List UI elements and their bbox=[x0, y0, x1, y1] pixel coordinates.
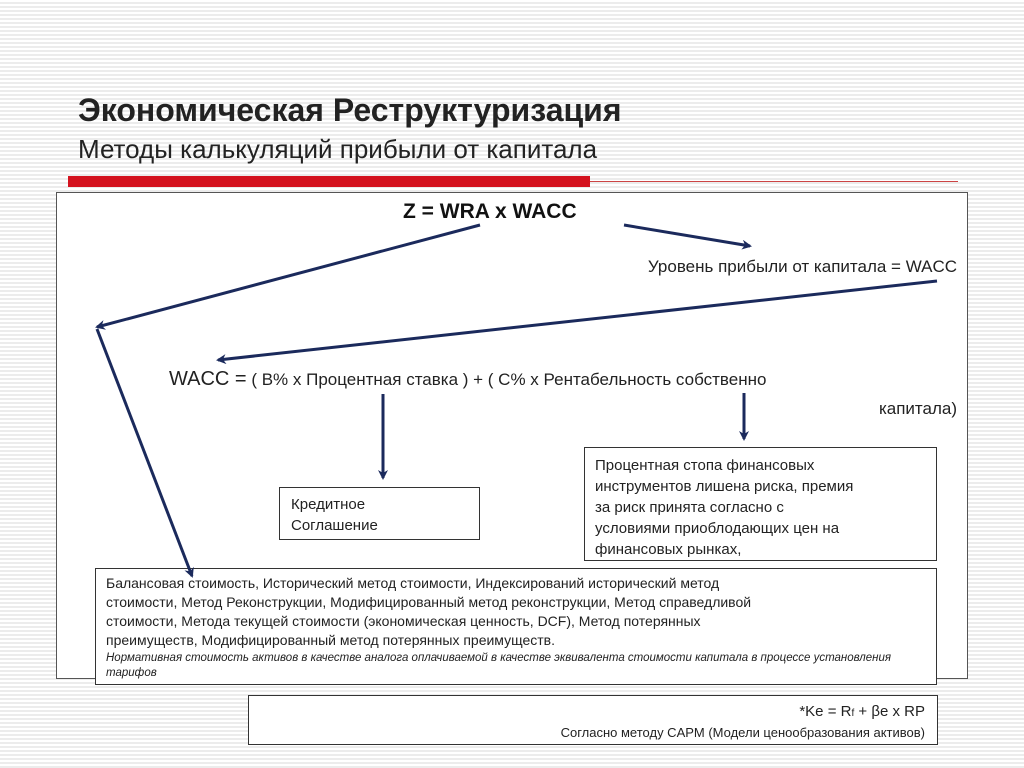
methods-line: Балансовая стоимость, Исторический метод стоимости, Индексирований исторический метод bbox=[106, 575, 720, 591]
methods-line: стоимости, Метода текущей стоимости (экономическая ценность, DCF), Метод потерянных bbox=[106, 613, 701, 629]
methods-line: преимуществ, Модифицированный метод потерянных преимуществ. bbox=[106, 632, 555, 648]
arrow-to-capital-level bbox=[624, 225, 750, 246]
rate-box-line: финансовых рынках, bbox=[595, 541, 742, 558]
credit-box-line: Соглашение bbox=[291, 517, 378, 534]
slide-title: Экономическая Реструктуризация bbox=[78, 92, 622, 128]
capital-profit-level: Уровень прибыли от капитала = WACC bbox=[647, 257, 957, 276]
rate-box-line: инструментов лишена риска, премия bbox=[595, 478, 854, 495]
slide-subtitle: Методы калькуляций прибыли от капитала bbox=[78, 134, 598, 164]
methods-line: стоимости, Метод Реконструкции, Модифицированный метод реконструкции, Метод справедливой bbox=[106, 594, 752, 610]
methods-note: Нормативная стоимость активов в качестве аналога оплачиваемой в качестве эквивалента стоимости капитала в процессе установления тарифов bbox=[106, 652, 892, 679]
credit-box-line: Кредитное bbox=[291, 496, 366, 513]
rate-box-line: Процентная стопа финансовых bbox=[595, 457, 815, 474]
wacc-formula-continued: капитала) bbox=[878, 399, 957, 418]
rate-box-line: условиями приоблодающих цен на bbox=[595, 520, 840, 537]
arrow-to-wacc bbox=[218, 281, 937, 360]
ke-suffix: + βe x RP bbox=[854, 703, 925, 720]
capm-caption: Согласно методу CAPM (Модели ценообразования активов) bbox=[560, 725, 925, 740]
wacc-rhs: ( B% x Процентная ставка ) + ( C% x Рентабельность собственно bbox=[246, 370, 767, 389]
arrow-wra-down bbox=[97, 329, 192, 576]
ke-subscript: f bbox=[851, 708, 855, 719]
arrow-to-wra bbox=[97, 225, 480, 327]
ke-prefix: *Ke = R bbox=[799, 703, 852, 720]
main-formula: Z = WRA x WACC bbox=[403, 200, 577, 223]
wacc-lhs: WACC = bbox=[169, 368, 247, 390]
rate-box-line: за риск принята согласно с bbox=[595, 499, 784, 516]
